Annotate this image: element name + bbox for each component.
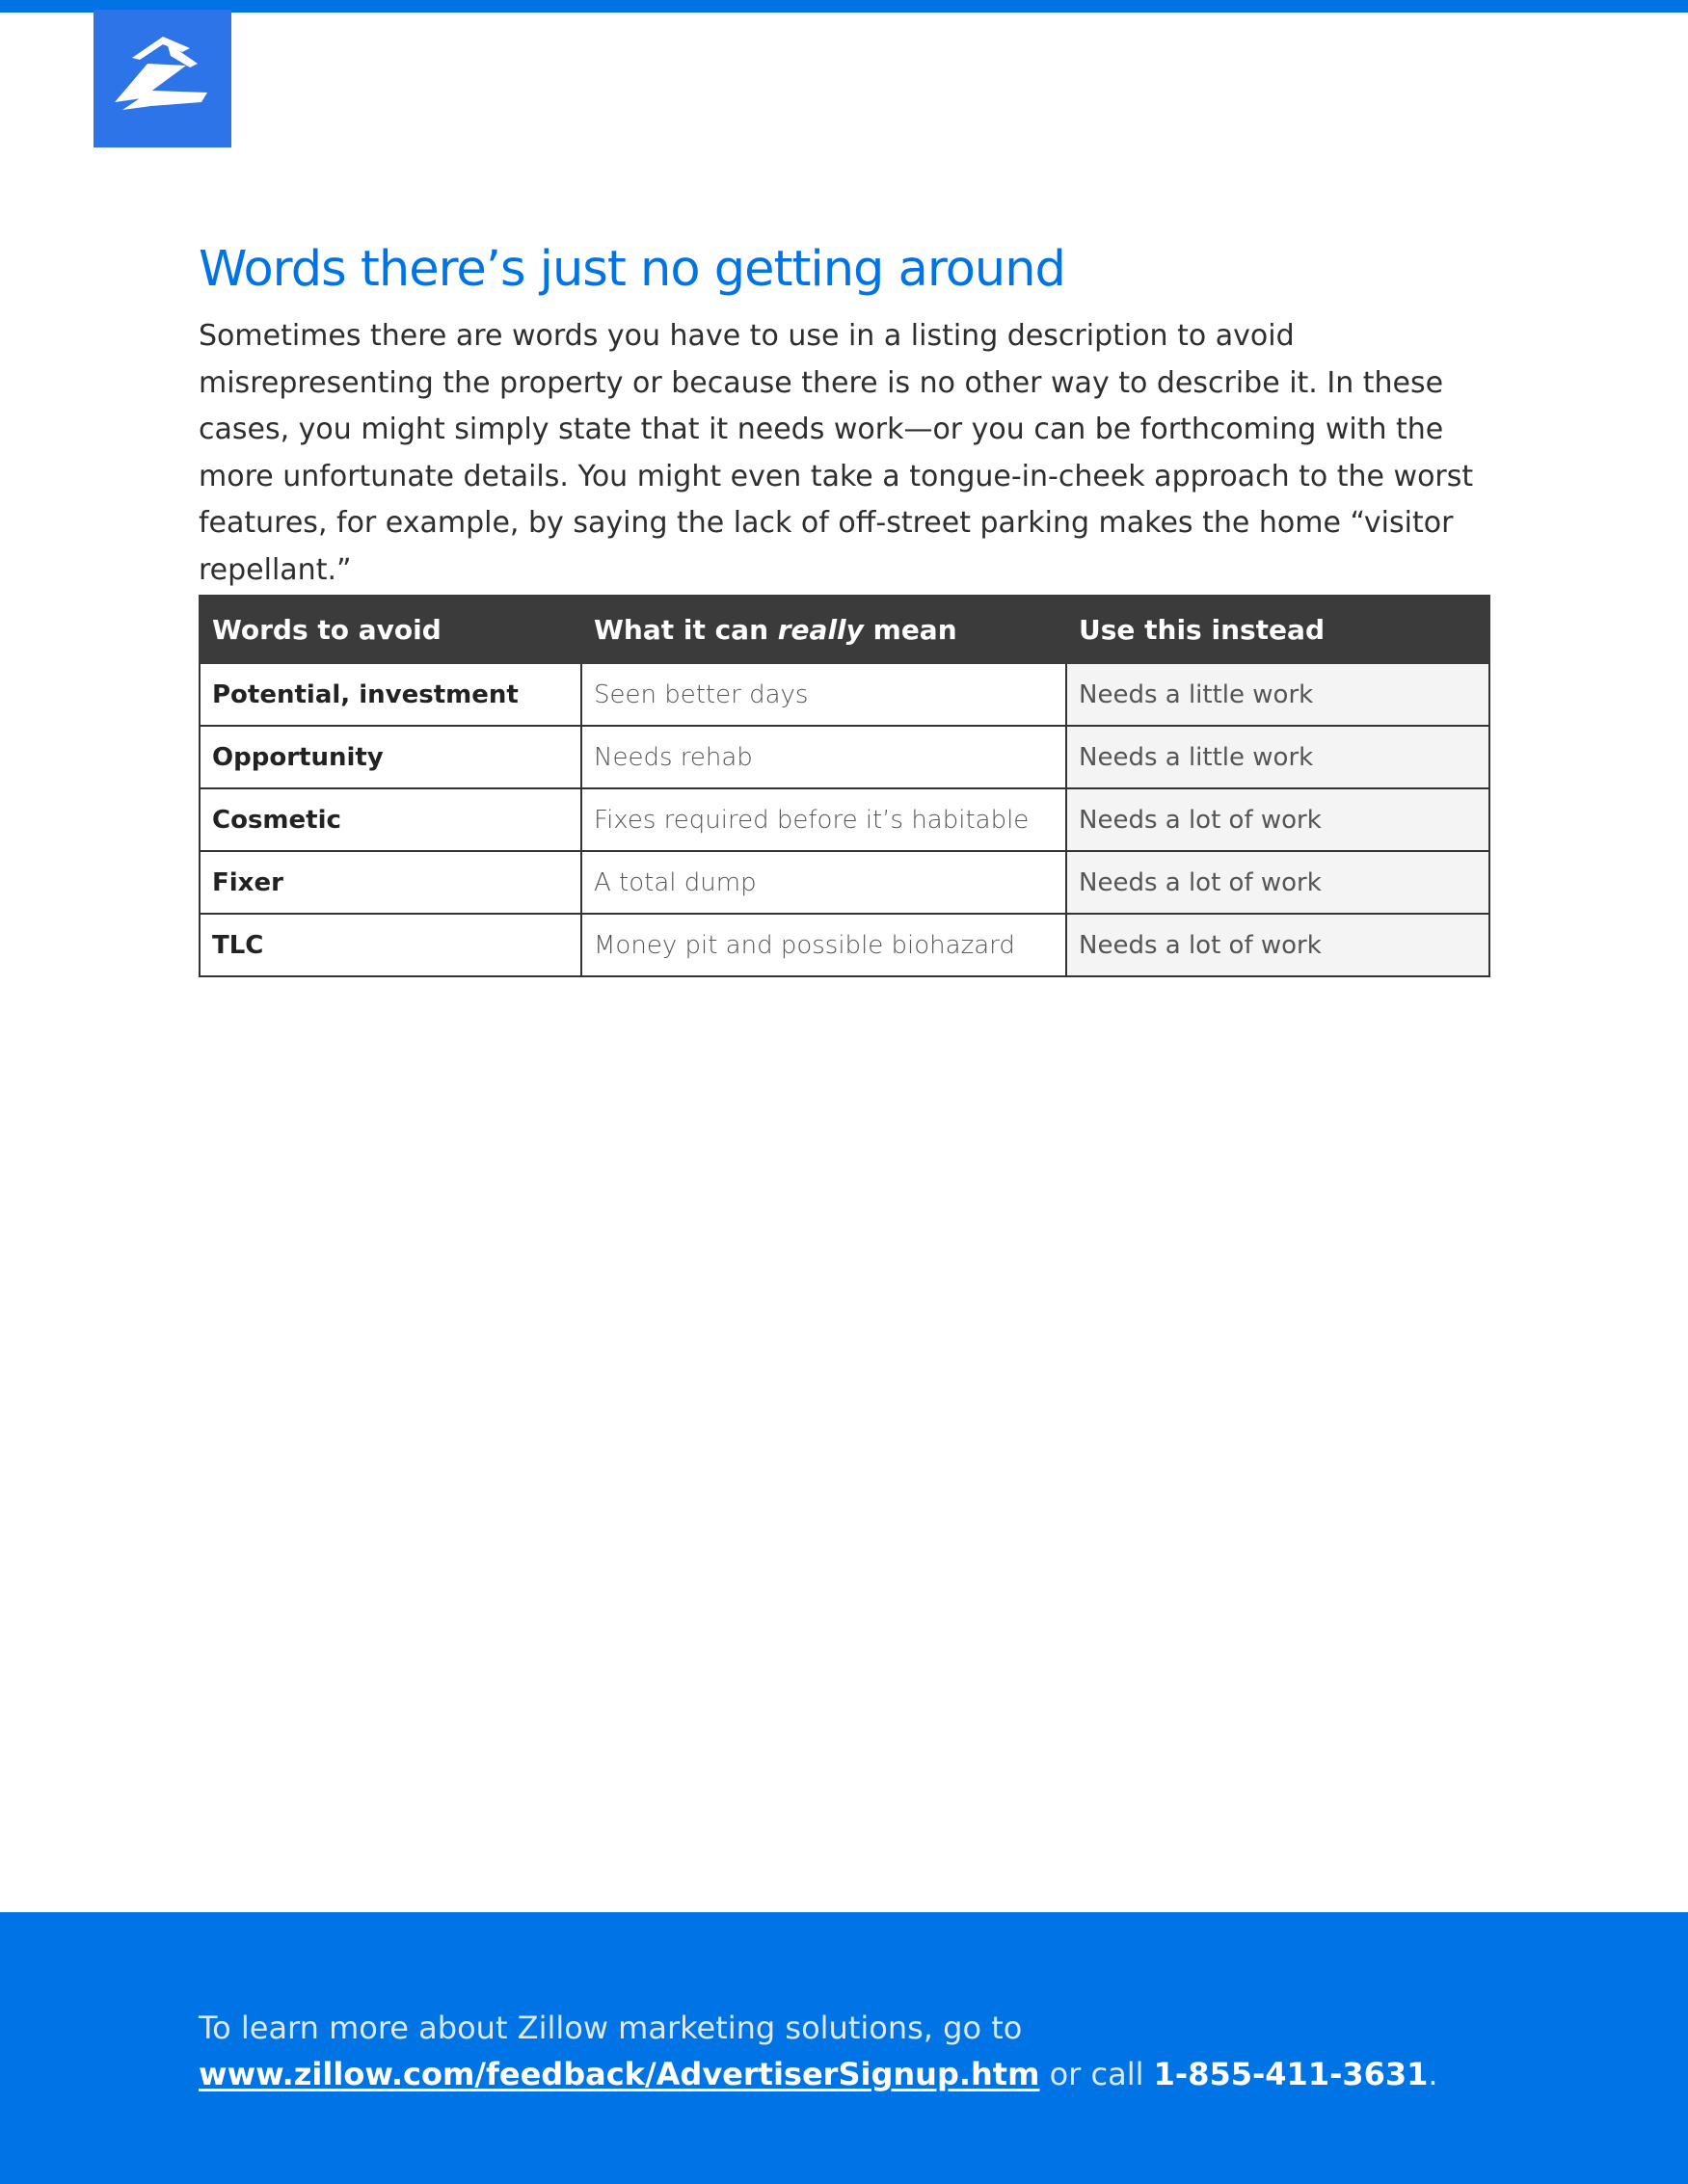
table-row: [200, 914, 1489, 976]
header-what-it-means: [581, 596, 1066, 663]
cell-mean: Needs rehab: [581, 726, 1066, 788]
footer-phone-number[interactable]: 1-855-411-3631: [1153, 2056, 1429, 2092]
cell-mean: Money pit and possible biohazard: [581, 914, 1066, 976]
footer-text: [199, 2005, 1438, 2097]
header-mean-prefix: What it can: [594, 613, 778, 646]
table-row: [200, 726, 1489, 788]
cell-instead: Needs a lot of work: [1066, 788, 1489, 851]
header-words-to-avoid: Words to avoid: [200, 596, 581, 663]
section-heading: Words there’s just no getting around: [199, 241, 1065, 298]
cell-instead: Needs a little work: [1066, 726, 1489, 788]
advertiser-signup-link[interactable]: www.zillow.com/feedback/AdvertiserSignup.htm: [199, 2056, 1040, 2092]
header-mean-suffix: mean: [863, 613, 957, 646]
cell-avoid: Potential, investment: [200, 663, 581, 726]
cell-instead: Needs a lot of work: [1066, 851, 1489, 914]
cell-instead: Needs a little work: [1066, 663, 1489, 726]
zillow-logo: [94, 10, 231, 147]
cell-avoid: TLC: [200, 914, 581, 976]
table-row: [200, 788, 1489, 851]
cell-mean: A total dump: [581, 851, 1066, 914]
footer-line-1: To learn more about Zillow marketing solutions, go to: [199, 2010, 1023, 2046]
words-table: [199, 595, 1490, 977]
table-header-row: [200, 596, 1489, 663]
table-row: [200, 663, 1489, 726]
footer-call-text: or call: [1039, 2056, 1154, 2092]
header-use-instead: Use this instead: [1066, 596, 1489, 663]
intro-paragraph: Sometimes there are words you have to use in a listing description to avoid misrepresenting the property or because there is no other way to describe it. In these cases, you might simply state that it needs work—or you can be forthcoming with the more unfortunate details. You might even take a tongue-in-cheek approach to the worst features, for example, by saying the lack of off-street parking makes the home “visitor repellant.”: [199, 319, 1474, 587]
top-accent-bar: [0, 0, 1688, 13]
zillow-z-icon: [94, 10, 231, 147]
footer-banner: [0, 1912, 1688, 2184]
cell-avoid: Fixer: [200, 851, 581, 914]
cell-mean: Seen better days: [581, 663, 1066, 726]
table-row: [200, 851, 1489, 914]
cell-avoid: Opportunity: [200, 726, 581, 788]
header-mean-emphasis: really: [777, 613, 864, 646]
cell-instead: Needs a lot of work: [1066, 914, 1489, 976]
footer-line-2: [199, 2051, 1438, 2097]
cell-avoid: Cosmetic: [200, 788, 581, 851]
footer-period: .: [1428, 2056, 1438, 2092]
cell-mean: Fixes required before it’s habitable: [581, 788, 1066, 851]
